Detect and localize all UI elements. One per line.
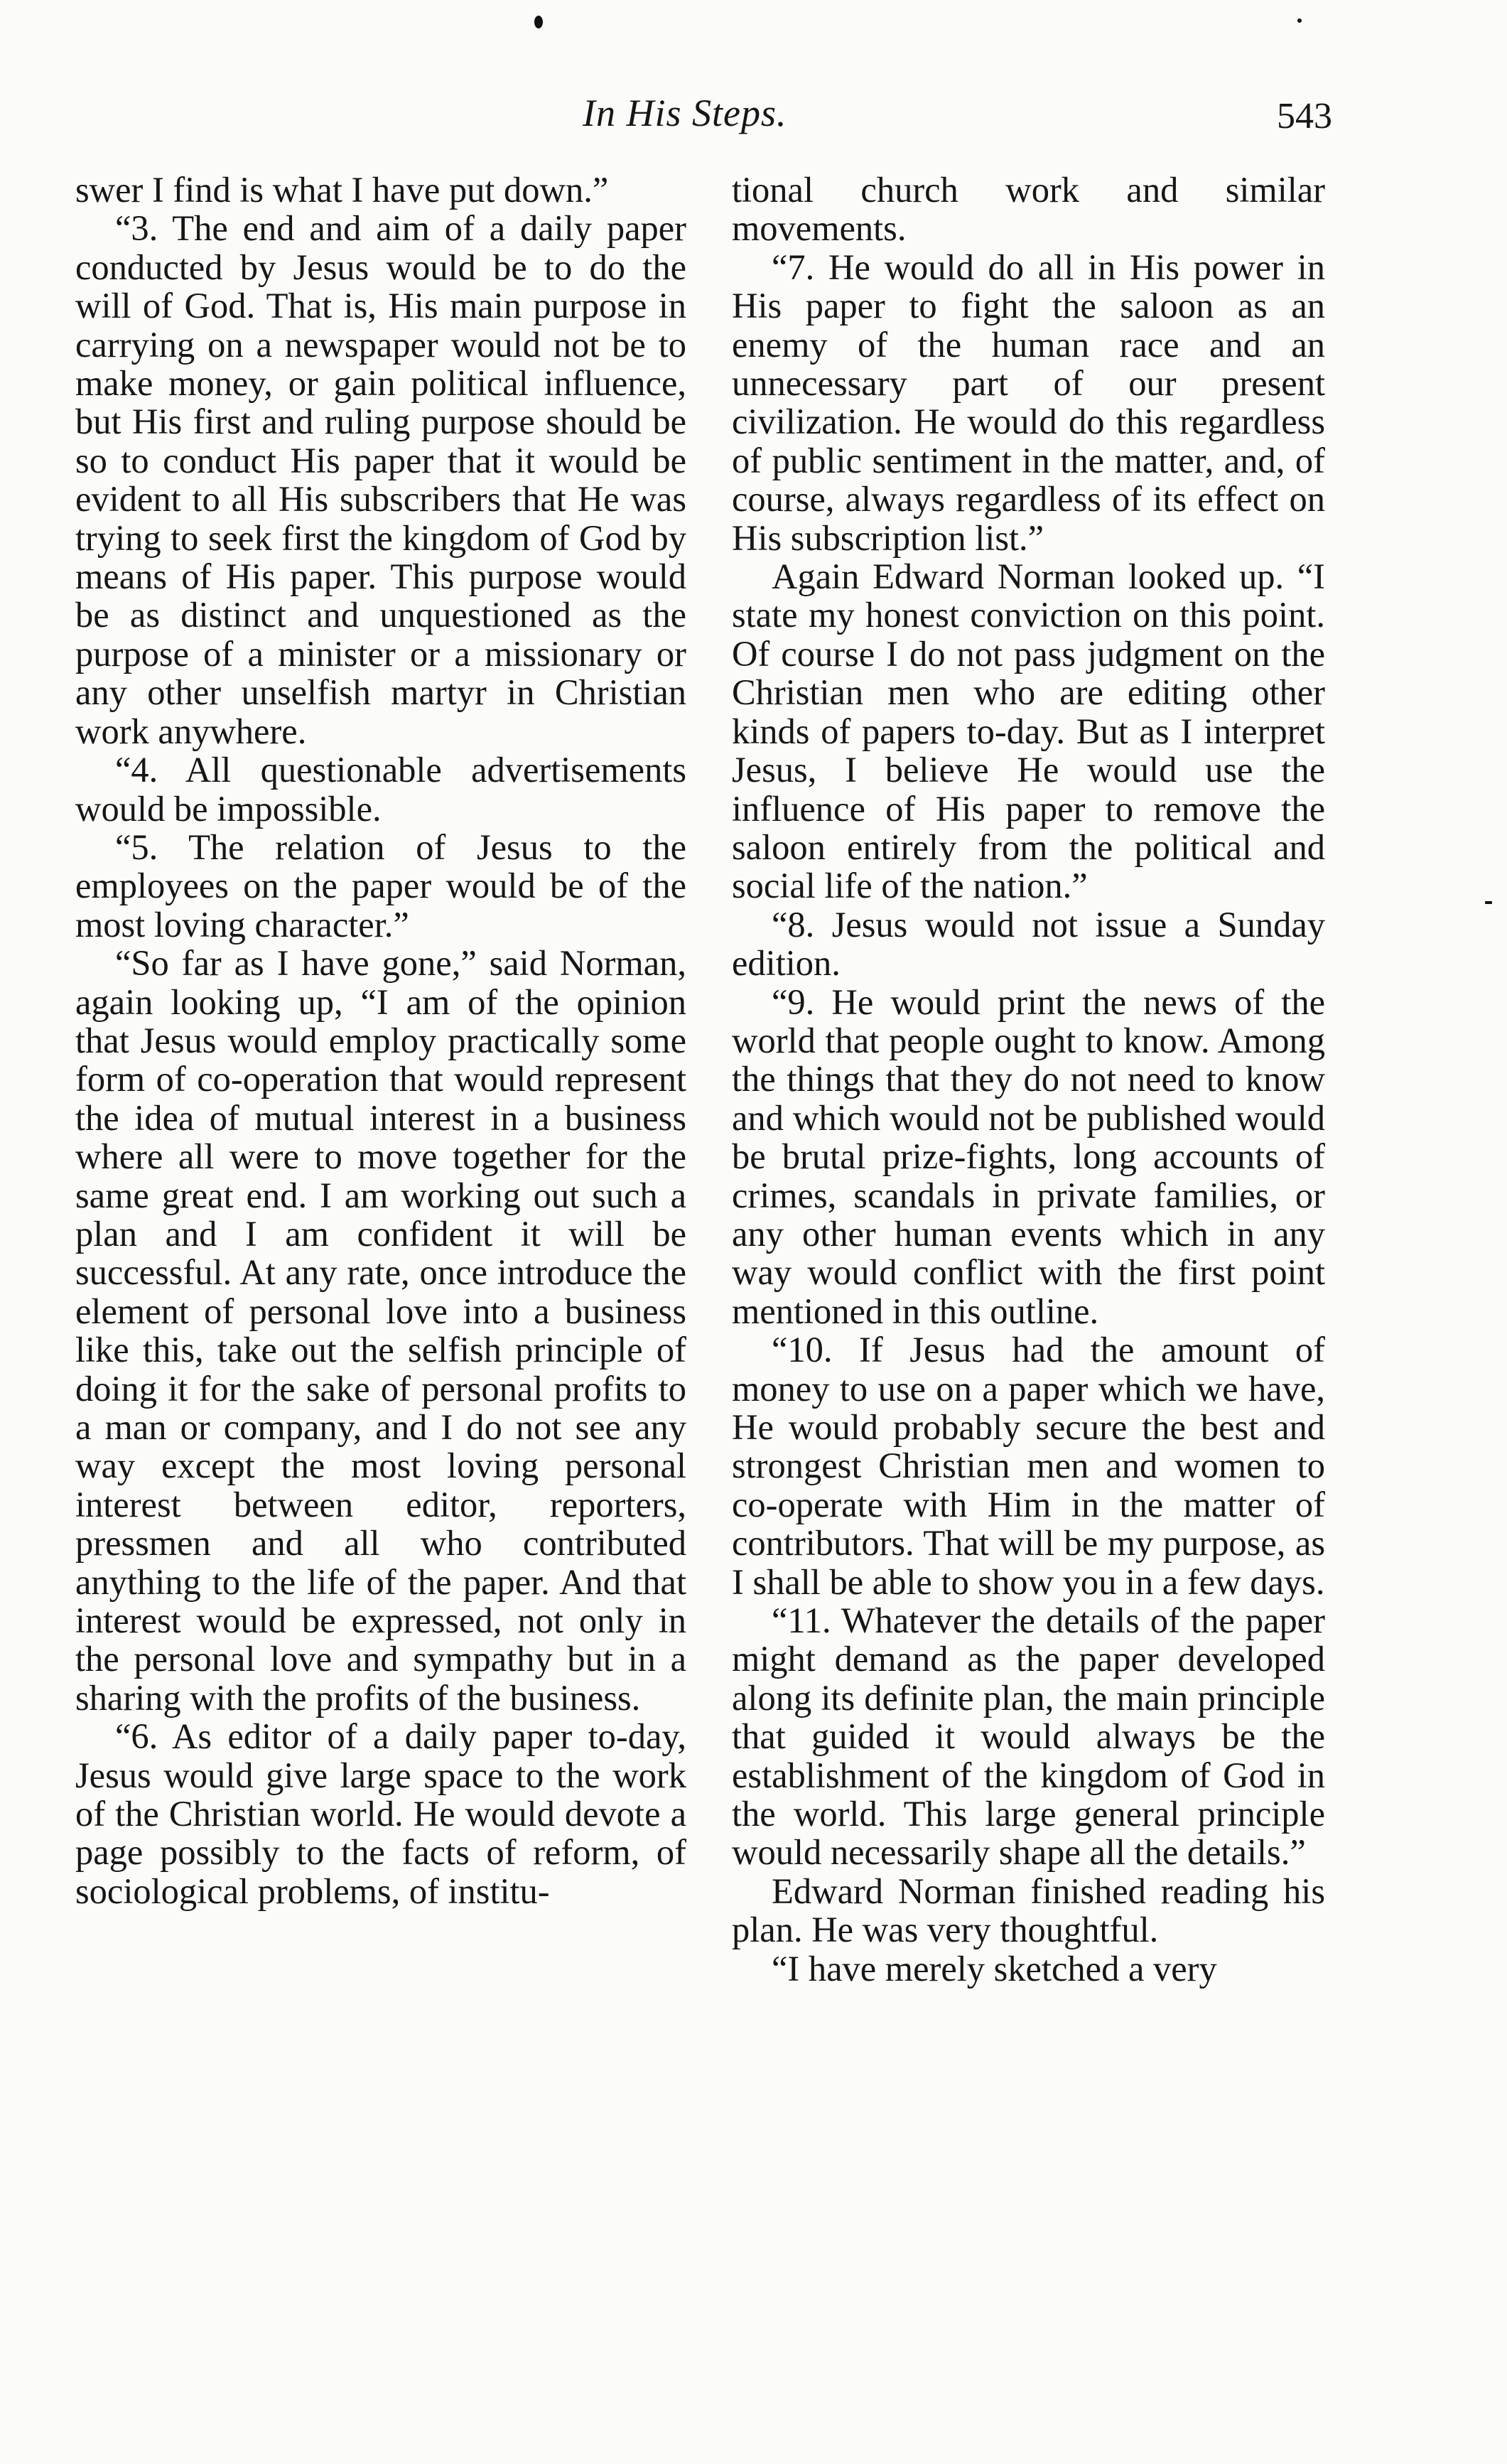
paragraph: “4. All questionable advertisements would be impossible. — [75, 750, 686, 829]
running-header — [0, 91, 1507, 141]
paragraph: “11. Whatever the details of the paper might demand as the paper developed along its definite plan, the main principle that guided it would always be the establishment of the kingdom of God in the world. This large general principle would necessarily shape all the details.” — [732, 1600, 1325, 1873]
paragraph: “9. He would print the news of the world that people ought to know. Among the things that they do not need to know and which would not be published would be brutal prize-fights, long accounts of crimes, scandals in private families, or any other human events which in any way would conflict with the first point mentioned in this outline. — [732, 981, 1325, 1331]
paragraph: Edward Norman finished reading his plan. He was very thoughtful. — [732, 1871, 1325, 1950]
paragraph: “8. Jesus would not issue a Sunday edition. — [732, 904, 1325, 984]
paragraph: “So far as I have gone,” said Norman, again looking up, “I am of the opinion that Jesus would employ practically some form of co-operation that would represent the idea of mutual interest in a business where all were to move together for the same great end. I am working out such a plan and I am confident it will be successful. At any rate, once introduce the element of personal love into a business like this, take out the selfish principle of doing it for the sake of personal profits to a man or company, and I do not see any way except the most loving personal interest between editor, reporters, pressmen and all who contributed anything to the life of the paper. And that interest would be expressed, not only in the personal love and sympathy but in a sharing with the profits of the business. — [75, 943, 686, 1718]
paragraph: “7. He would do all in His power in His paper to fight the saloon as an enemy of the human race and an unnecessary part of our present civilization. He would do this regardless of public sentiment in the matter, and, of course, always regardless of its effect on His subscription list.” — [732, 247, 1325, 558]
paragraph: “6. As editor of a daily paper to-day, Jesus would give large space to the work of the Christian world. He would devote a page possibly to the facts of reform, of sociological problems, of institu- — [75, 1716, 686, 1911]
paragraph: “5. The relation of Jesus to the employees on the paper would be of the most loving character.” — [75, 827, 686, 945]
ink-speck-top — [534, 16, 543, 28]
text-column-left — [75, 171, 686, 1910]
page-number: 543 — [1277, 96, 1332, 136]
paragraph: swer I find is what I have put down.” — [75, 170, 609, 210]
paragraph: “10. If Jesus had the amount of money to use on a paper which we have, He would probably secure the best and strongest Christian men and women to co-operate with Him in the matter of contributors. That will be my purpose, as I shall be able to show you in a few days. — [732, 1330, 1325, 1602]
ink-speck-corner — [1297, 18, 1302, 23]
ink-speck-margin — [1485, 901, 1492, 904]
paragraph: “3. The end and aim of a daily paper conducted by Jesus would be to do the will of God. That is, His main purpose in carrying on a newspaper would not be to make money, or gain political influence, but His first and ruling purpose should be so to conduct His paper that it would be evident to all His subscribers that He was trying to seek first the kingdom of God by means of His paper. This purpose would be as distinct and unquestioned as the purpose of a minister or a missionary or any other unselfish martyr in Christian work anywhere. — [75, 208, 686, 751]
running-title: In His Steps. — [583, 92, 787, 134]
paragraph: Again Edward Norman looked up. “I state my honest conviction on this point. Of course I do not pass judgment on the Christian men who are editing other kinds of papers to-day. But as I interpret Jesus, I believe He would use the influence of His paper to remove the saloon entirely from the political and social life of the nation.” — [732, 556, 1325, 906]
text-column-right — [732, 171, 1325, 1988]
paragraph: tional church work and similar movements. — [732, 170, 1325, 249]
paragraph: “I have merely sketched a very — [772, 1948, 1217, 1989]
